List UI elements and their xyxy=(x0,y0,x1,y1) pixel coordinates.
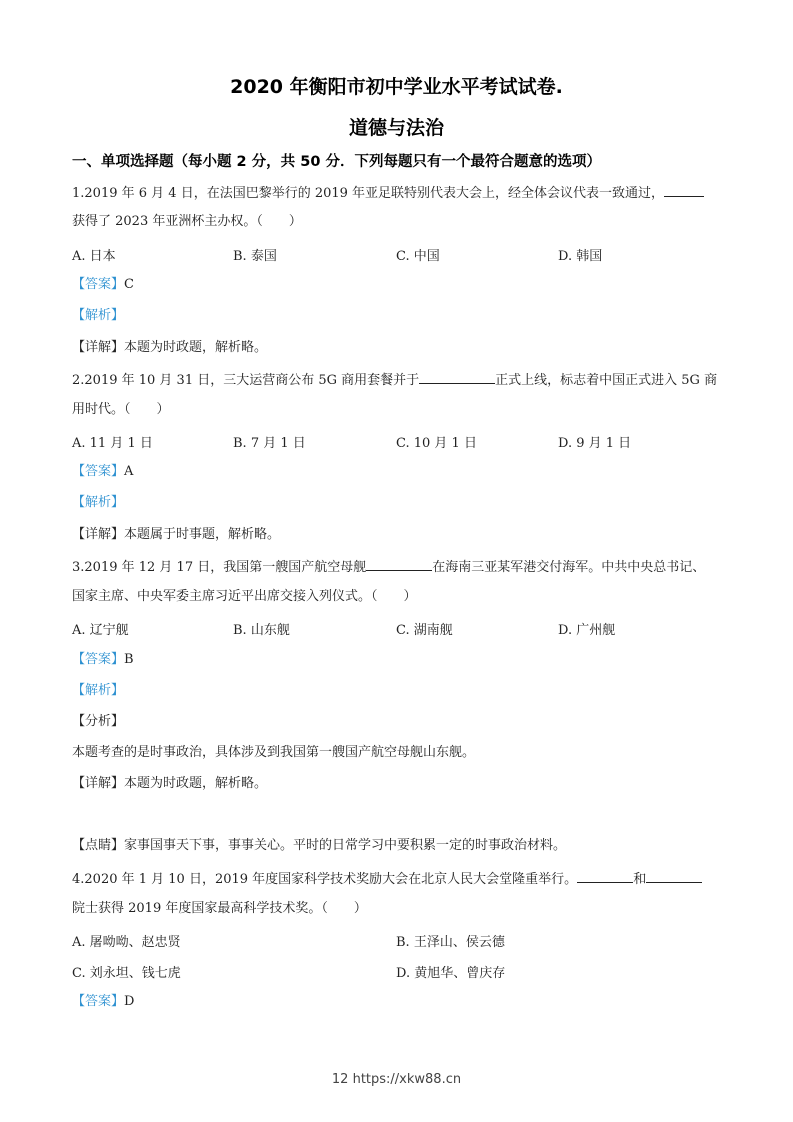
question-3-option-a: A. 辽宁舰 xyxy=(72,623,129,638)
question-1-option-d: D. 韩国 xyxy=(558,249,603,264)
question-4-line-1 xyxy=(72,869,702,889)
question-3-line-1 xyxy=(72,557,705,577)
question-1-detail xyxy=(72,339,267,357)
question-4-text-a2: 和 xyxy=(633,872,647,887)
question-2-text-a2: 正式上线，标志着中国正式进入 5G 商 xyxy=(495,373,718,388)
dianjing-label: 【点睛】 xyxy=(72,838,125,853)
answer-value: A xyxy=(124,464,134,479)
answer-label: 【答案】 xyxy=(72,464,125,479)
answer-value: D xyxy=(124,994,135,1009)
question-3-option-d: D. 广州舰 xyxy=(558,623,616,638)
answer-label: 【答案】 xyxy=(72,277,125,292)
question-4-option-b: B. 王泽山、侯云德 xyxy=(396,935,505,950)
fill-blank xyxy=(419,370,495,384)
question-2-text-b: 用时代。（ ） xyxy=(72,402,170,417)
question-2-text-a1: 2.2019 年 10 月 31 日，三大运营商公布 5G 商用套餐并于 xyxy=(72,373,420,388)
section-heading: 一、单项选择题（每小题 2 分，共 50 分．下列每题只有一个最符合题意的选项） xyxy=(72,154,601,170)
question-3-text-a1: 3.2019 年 12 月 17 日，我国第一艘国产航空母舰 xyxy=(72,560,367,575)
question-2-option-b: B. 7 月 1 日 xyxy=(233,436,306,451)
dianjing-text: 家事国事天下事，事事关心。平时的日常学习中要积累一定的时事政治材料。 xyxy=(124,838,567,853)
question-3-fenxi-text: 本题考查的是时事政治，具体涉及到我国第一艘国产航空母舰山东舰。 xyxy=(72,745,476,760)
question-2-option-d: D. 9 月 1 日 xyxy=(558,436,632,451)
question-1-option-c: C. 中国 xyxy=(396,249,440,264)
answer-value: C xyxy=(124,277,134,292)
question-1-option-b: B. 泰国 xyxy=(233,249,277,264)
question-4-text-a1: 4.2020 年 1 月 10 日，2019 年度国家科学技术奖励大会在北京人民大会堂隆重举行。 xyxy=(72,872,578,887)
question-3-analysis-label: 【解析】 xyxy=(72,683,125,698)
question-3-option-b: B. 山东舰 xyxy=(233,623,290,638)
question-2-answer xyxy=(72,463,133,481)
fill-blank xyxy=(664,183,704,197)
question-4-option-a: A. 屠呦呦、赵忠贤 xyxy=(72,935,181,950)
detail-text: 本题为时政题，解析略。 xyxy=(124,776,268,791)
question-4-text-b: 院士获得 2019 年度国家最高科学技术奖。（ ） xyxy=(72,901,367,916)
question-1-text-b: 获得了 2023 年亚洲杯主办权。（ ） xyxy=(72,214,302,229)
document-subtitle: 道德与法治 xyxy=(348,117,444,139)
document-title: 2020 年衡阳市初中学业水平考试试卷. xyxy=(230,76,563,98)
question-1-analysis-label: 【解析】 xyxy=(72,308,125,323)
question-3-text-b: 国家主席、中央军委主席习近平出席交接入列仪式。（ ） xyxy=(72,589,417,604)
detail-text: 本题属于时事题，解析略。 xyxy=(124,527,281,542)
detail-text: 本题为时政题，解析略。 xyxy=(124,340,268,355)
question-2-detail xyxy=(72,526,280,544)
question-4-answer xyxy=(72,993,134,1011)
fill-blank xyxy=(366,557,432,571)
question-3-answer xyxy=(72,651,134,669)
question-3-option-c: C. 湖南舰 xyxy=(396,623,453,638)
question-3-dianjing xyxy=(72,837,566,855)
question-1-text-a: 1.2019 年 6 月 4 日，在法国巴黎举行的 2019 年亚足联特别代表大会上，经全体会议代表一致通过， xyxy=(72,186,665,201)
detail-label: 【详解】 xyxy=(72,776,125,791)
question-2-analysis-label: 【解析】 xyxy=(72,495,125,510)
answer-label: 【答案】 xyxy=(72,994,125,1009)
page-footer: 12 https://xkw88.cn xyxy=(331,1072,462,1087)
question-1-option-a: A. 日本 xyxy=(72,249,116,264)
question-4-option-c: C. 刘永坦、钱七虎 xyxy=(72,966,181,981)
question-4-option-d: D. 黄旭华、曾庆存 xyxy=(396,966,506,981)
answer-label: 【答案】 xyxy=(72,652,125,667)
fill-blank xyxy=(577,869,633,883)
question-2-option-a: A. 11 月 1 日 xyxy=(72,436,153,451)
question-3-text-a2: 在海南三亚某军港交付海军。中共中央总书记、 xyxy=(432,560,706,575)
detail-label: 【详解】 xyxy=(72,340,125,355)
question-1-line-1 xyxy=(72,183,704,203)
fill-blank xyxy=(646,869,702,883)
detail-label: 【详解】 xyxy=(72,527,125,542)
question-3-detail xyxy=(72,775,267,793)
answer-value: B xyxy=(124,652,134,667)
question-3-fenxi-label: 【分析】 xyxy=(72,714,125,729)
question-1-answer xyxy=(72,276,134,294)
question-2-line-1 xyxy=(72,370,717,390)
question-2-option-c: C. 10 月 1 日 xyxy=(396,436,477,451)
